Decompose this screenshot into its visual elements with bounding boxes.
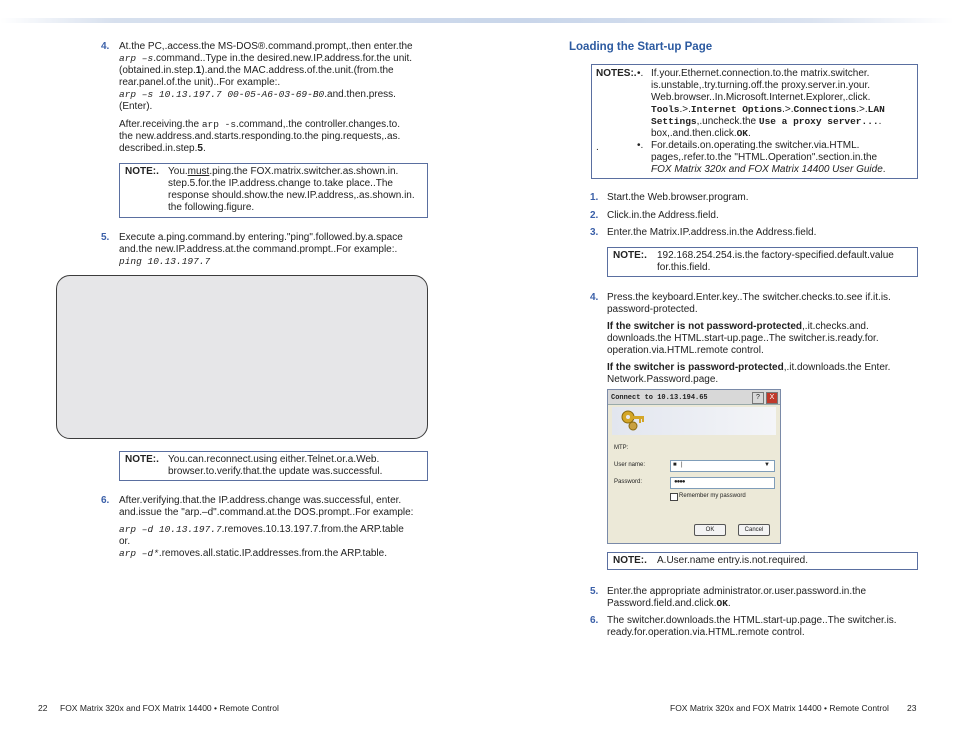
step-5r-line-1: Enter.the appropriate administrator.or.user.password.in.the — [607, 586, 867, 597]
step-ref-5: 5 — [197, 143, 203, 154]
ok-inline: OK — [736, 128, 749, 139]
note-label: NOTE:. — [613, 555, 647, 566]
step-5r-line-2 — [607, 598, 731, 610]
arp-d-code: arp –d 10.13.197.7 — [119, 524, 222, 535]
ok-inline-2: OK — [716, 598, 728, 609]
note-2-line-2: browser.to.verify.that.the update was.successful. — [168, 466, 383, 477]
right-page-number: 23 — [907, 703, 917, 713]
password-value: ●●●● — [674, 479, 685, 485]
not-protected-bold: If the switcher is not password-protected — [607, 321, 803, 332]
notes-1-line-6 — [651, 128, 751, 140]
arp-s-code: arp –s — [119, 53, 154, 64]
menu-tools: Tools — [651, 104, 680, 115]
cancel-button[interactable]: Cancel — [738, 524, 770, 536]
step-2-text: Click.in.the Address.field. — [607, 210, 719, 221]
step-5r-end: . — [727, 598, 731, 609]
user-name-value: | — [681, 462, 683, 468]
step-4r-number: 4. — [590, 292, 599, 303]
note-box-default-ip — [607, 247, 918, 277]
left-page-number: 22 — [38, 703, 48, 713]
step-4-para-2-line-2: the new.address.and.starts.responding.to.the ping.requests,.as. — [119, 131, 401, 142]
step-3-text: Enter.the Matrix.IP.address.in.the Address.field. — [607, 227, 817, 238]
note-1-line-2: step.5.for.the IP.address.change to.take place..The — [168, 178, 393, 189]
step-6-line-1: After.verifying.that.the IP.address.change was.successful, enter. — [119, 495, 402, 506]
step-4r-line-1: Press.the keyboard.Enter.key..The switcher.checks.to.see if.it.is. — [607, 292, 891, 303]
dialog-title-bar — [608, 390, 780, 405]
notes-1-line-5-end: . — [878, 116, 882, 127]
bullet-1: •. — [637, 68, 644, 79]
keys-icon — [618, 407, 648, 435]
notes-1-line-5-text: ,.uncheck.the — [696, 116, 759, 127]
step-4r-p2-line-2: downloads.the HTML.start-up.page..The switcher.is.ready.for. — [607, 333, 879, 344]
notes-1-line-3: Web.browser..In.Microsoft.Internet.Explorer,.click. — [651, 92, 871, 103]
note-label: NOTE:. — [125, 166, 159, 177]
note-3-line-1: 192.168.254.254.is.the factory-specified.default.value — [657, 250, 894, 261]
sep-2: .>. — [782, 104, 794, 115]
step-5r-line-2-text: Password.field.and.click. — [607, 598, 717, 609]
step-6r-number: 6. — [590, 615, 599, 626]
note-4-text: A.User.name entry.is.not.required. — [657, 555, 808, 566]
right-footer-title: FOX Matrix 320x and FOX Matrix 14400 • Remote Control — [670, 703, 889, 713]
step-3-number: 3. — [590, 227, 599, 238]
note-1-must: must — [187, 166, 210, 177]
step-4-line-5-text: .and.then.press. — [324, 89, 396, 100]
step-5-line-1: Execute a.ping.command.by entering."ping".followed.by.a.space — [119, 232, 403, 243]
note-1-rest: .ping.the FOX.matrix.switcher.as.shown.in. — [209, 166, 399, 177]
close-button[interactable]: X — [766, 392, 778, 404]
user-name-field[interactable] — [670, 460, 775, 472]
dialog-mtp-label: MTP: — [614, 445, 629, 451]
user-guide-title: FOX Matrix 320x and FOX Matrix 14400 User Guide — [651, 164, 883, 175]
left-footer-title: FOX Matrix 320x and FOX Matrix 14400 • Remote Control — [60, 703, 279, 713]
notes-box-proxy — [591, 64, 918, 179]
step-4-line-4: rear.panel.of.the unit)..For example:. — [119, 77, 281, 88]
step-1-text: Start.the Web.browser.program. — [607, 192, 749, 203]
step-4r-p3-line-2: Network.Password.page. — [607, 374, 719, 385]
p2-rest: ,.it.checks.and. — [802, 321, 869, 332]
note-1-line-1 — [168, 166, 398, 178]
notes-1-line-6-end: . — [748, 128, 751, 139]
help-button[interactable]: ? — [752, 392, 764, 404]
p2l3-period: . — [202, 143, 206, 154]
step-4-line-5 — [119, 89, 396, 101]
user-icon: ■ — [673, 462, 677, 468]
step-4r-line-2: password-protected. — [607, 304, 698, 315]
bullet-2: •. — [637, 140, 644, 151]
note-label: NOTE:. — [125, 454, 159, 465]
step-2-number: 2. — [590, 210, 599, 221]
p3-rest: ,.it.downloads.the Enter. — [783, 362, 891, 373]
step-4-line-3c: ).and.the MAC.address.of.the.unit.(from.the — [201, 65, 394, 76]
step-6r-line-1: The switcher.downloads.the HTML.start-up.page..The switcher.is. — [607, 615, 897, 626]
sep-1: .>. — [679, 104, 691, 115]
remember-checkbox[interactable] — [670, 493, 678, 501]
remember-label: Remember my password — [679, 493, 746, 499]
menu-connections: Connections — [793, 104, 857, 115]
step-6-line-5 — [119, 548, 387, 560]
step-4r-p3-line-1 — [607, 362, 890, 374]
notes-2-line-2: pages,.refer.to.the "HTML.Operation".section.in.the — [651, 152, 878, 163]
menu-lan: LAN — [867, 104, 885, 115]
p2l3-text: described.in.step. — [119, 143, 198, 154]
step-4r-p2-line-3: operation.via.HTML.remote control. — [607, 345, 764, 356]
notes-label: NOTES:. — [596, 68, 637, 79]
note-2-line-1: You.can.reconnect.using either.Telnet.or.a.Web. — [168, 454, 380, 465]
sep-3: .>. — [856, 104, 868, 115]
notes-1-line-4 — [651, 104, 885, 116]
note-label: NOTE:. — [613, 250, 647, 261]
step-ref-1: 1 — [195, 65, 202, 76]
step-5r-number: 5. — [590, 586, 599, 597]
notes-2-end: . — [882, 164, 886, 175]
step-5-line-2: and.the new.IP.address.at.the command.prompt..For example:. — [119, 244, 398, 255]
ok-button[interactable]: OK — [694, 524, 726, 536]
section-heading: Loading the Start-up Page — [569, 41, 713, 53]
password-label: Password: — [614, 479, 643, 485]
step-4-para-2-line-1 — [119, 119, 400, 131]
protected-bold: If the switcher is password-protected — [607, 362, 784, 373]
note-box-username — [607, 552, 918, 570]
step-4r-p2-line-1 — [607, 321, 869, 333]
step-6-or: or. — [119, 536, 131, 547]
step-4-para-2-line-3 — [119, 143, 206, 155]
step-4-line-6: (Enter). — [119, 101, 153, 112]
arp-s-inline-code: arp -s — [201, 119, 237, 130]
notes-2-line-1: For.details.on.operating.the switcher.via.HTML. — [651, 140, 860, 151]
menu-internet-options: Internet Options — [690, 104, 783, 115]
notes-1-line-2: is.unstable,.try.turning.off.the proxy.server.in.your. — [651, 80, 870, 91]
notes-1-line-5 — [651, 116, 881, 128]
step-4-line-1: At.the PC,.access.the MS-DOS®.command.prompt,.then enter.the — [119, 41, 413, 52]
use-proxy-server-option: Use a proxy server... — [758, 116, 879, 127]
step-4-line-2-text: .command..Type in.the desired.new.IP.address.for.the unit. — [153, 53, 413, 64]
notes-1-line-1: If.your.Ethernet.connection.to.the matrix.switcher. — [651, 68, 870, 79]
arp-example-code: arp –s 10.13.197.7 00-05-A6-03-69-B0 — [119, 89, 325, 100]
chevron-down-icon[interactable]: ▼ — [764, 462, 770, 468]
note-1-you: You. — [168, 166, 188, 177]
step-4-line-2 — [119, 53, 412, 65]
header-gradient-bar — [0, 18, 954, 23]
ping-command-code: ping 10.13.197.7 — [119, 256, 211, 267]
note-box-ping — [119, 163, 428, 218]
step-4-number: 4. — [101, 41, 110, 52]
notes-dot: . — [596, 142, 599, 153]
ping-response-figure — [56, 275, 428, 439]
step-6-line-3-text: .removes.10.13.197.7.from.the ARP.table — [221, 524, 404, 535]
step-6-line-3 — [119, 524, 404, 536]
arp-d-star-code: arp –d* — [119, 548, 159, 559]
password-field[interactable] — [670, 477, 775, 489]
step-4-line-3 — [119, 65, 394, 77]
dialog-banner-keys-icon — [612, 407, 776, 435]
note-1-line-4: the following.figure. — [168, 202, 255, 213]
notes-2-line-3 — [651, 164, 886, 176]
menu-settings: Settings — [651, 116, 697, 127]
note-1-line-3: response should.show.the new.IP.address,.as.shown.in. — [168, 190, 415, 201]
p2-text-b: .command,.the controller.changes.to. — [236, 119, 401, 130]
step-5-number: 5. — [101, 232, 110, 243]
step-4-line-3a: (obtained.in.step. — [119, 65, 196, 76]
p2-text-a: After.receiving.the — [119, 119, 202, 130]
step-6r-line-2: ready.for.operation.via.HTML.remote control. — [607, 627, 805, 638]
user-name-label: User name: — [614, 462, 646, 468]
step-6-line-5-text: .removes.all.static.IP.addresses.from.the ARP.table. — [158, 548, 387, 559]
note-3-line-2: for.this.field. — [657, 262, 711, 273]
step-1-number: 1. — [590, 192, 599, 203]
connect-dialog — [607, 389, 781, 544]
notes-1-line-6-text: box,.and.then.click. — [651, 128, 737, 139]
step-6-line-2: and.issue the "arp.–d".command.at.the DOS.prompt..For example: — [119, 507, 414, 518]
dialog-title: Connect to 10.13.194.65 — [611, 394, 708, 402]
step-6-number: 6. — [101, 495, 110, 506]
note-box-reconnect — [119, 451, 428, 481]
